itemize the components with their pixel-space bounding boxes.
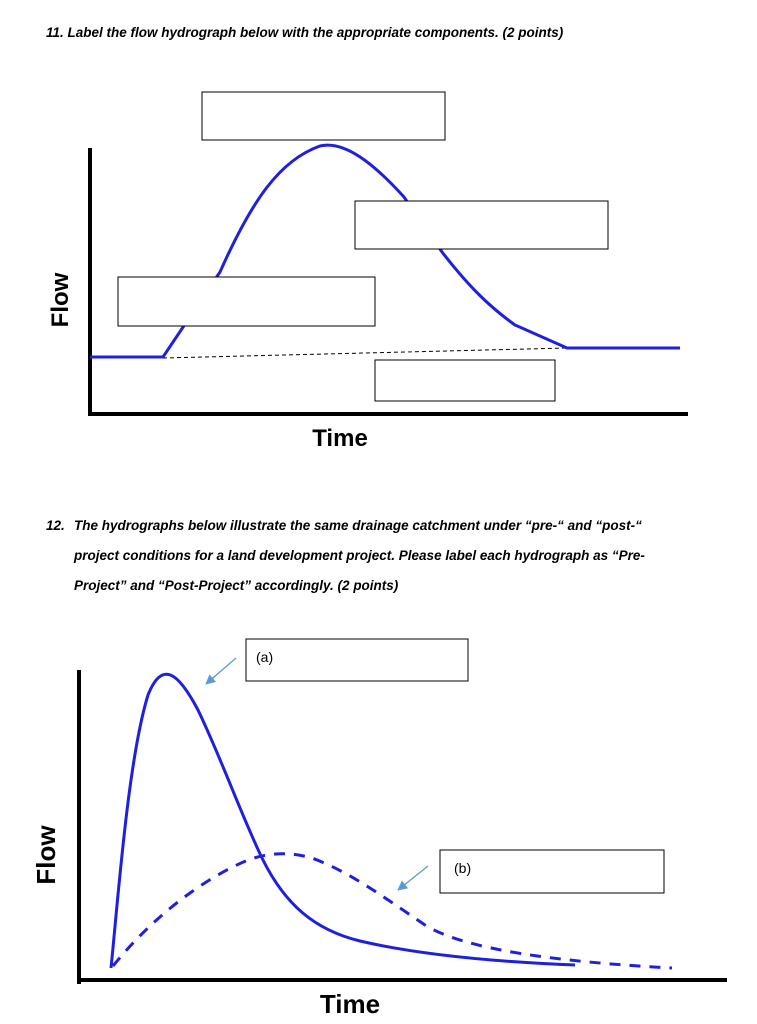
label-a-text: (a) [256,649,274,665]
label-box-top[interactable] [202,92,445,140]
hydrograph-2 [31,639,727,1019]
x-axis-label-1: Time [312,425,368,452]
hydrograph-1 [47,92,688,452]
x-axis-label-2: Time [319,989,381,1019]
y-axis-label-1: Flow [47,272,74,328]
label-box-a[interactable] [246,639,468,681]
baseflow-separation-line [163,348,567,358]
question-12-line-3: Project” and “Post-Project” accordingly. (2 points) [74,578,399,593]
pointer-arrow-b [398,866,428,890]
question-12-line-2: project conditions for a land development project. Please label each hydrograph as “Pre- [74,548,645,563]
label-box-bottom[interactable] [375,360,555,401]
question-12-number: 12. [46,518,65,533]
question-11-number: 11. [46,25,64,40]
label-box-b[interactable] [440,850,664,893]
label-b-text: (b) [454,860,472,876]
pointer-arrow-a [206,658,236,684]
question-12-line-1: The hydrographs below illustrate the same drainage catchment under “pre-“ and “post-“ [74,518,642,533]
label-box-left[interactable] [118,277,375,326]
hydrograph-a-curve [111,674,575,968]
label-box-right[interactable] [355,201,608,249]
question-11-text: Label the flow hydrograph below with the appropriate components. (2 points) [67,25,564,40]
y-axis-label-2: Flow [31,825,61,885]
